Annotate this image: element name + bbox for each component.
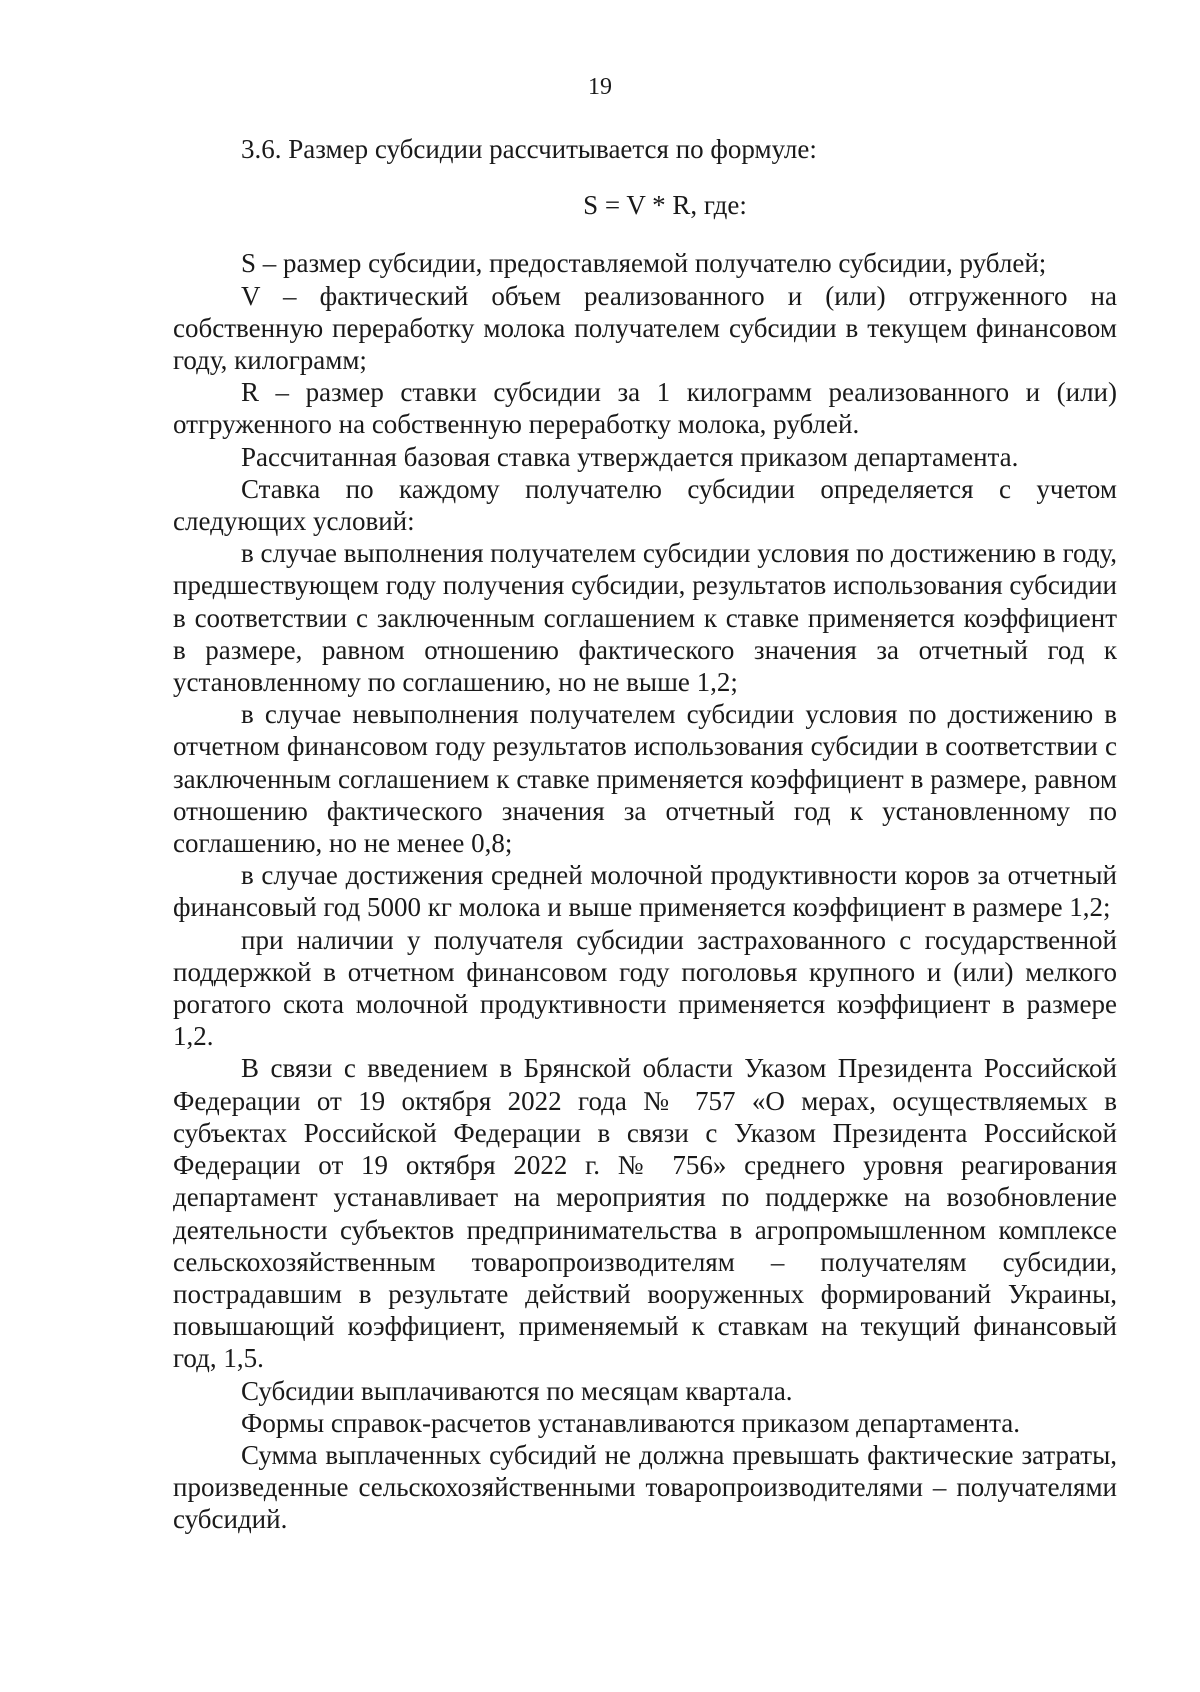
paragraph-r-definition: R – размер ставки субсидии за 1 килограмм реализованного и (или) отгруженного на собственную переработку молока, рублей.	[173, 377, 1117, 440]
paragraph-condition-insurance: при наличии у получателя субсидии застрахованного с государственной поддержкой в отчетном финансовом году поголовья крупного и (или) мелкого рогатого скота молочной продуктивности применяется коэффициент в размере 1,2.	[173, 924, 1117, 1052]
paragraph-base-rate: Рассчитанная базовая ставка утверждается приказом департамента.	[241, 441, 1019, 472]
paragraph-condition-not-fulfilled: в случае невыполнения получателем субсидии условия по достижению в отчетном финансовом году результатов использования субсидии в соответствии с заключенным соглашением к ставке применяется коэффициент в размере, равном отношению фактического значения за отчетный год к установленному по соглашению, но не менее 0,8;	[173, 699, 1117, 859]
section-heading-paragraph: 3.6. Размер субсидии рассчитывается по формуле:	[241, 134, 817, 164]
paragraph-condition-productivity: в случае достижения средней молочной продуктивности коров за отчетный финансовый год 5000 кг молока и выше применяется коэффициент в размере 1,2;	[173, 860, 1117, 923]
paragraph-presidential-decree: В связи с введением в Брянской области Указом Президента Российской Федерации от 19 октября 2022 года № 757 «О мерах, осуществляемых в субъектах Российской Федерации в связи с Указом Президента Российской Федерации от 19 октября 2022 г. № 756» среднего уровня реагирования департамент устанавливает на мероприятия по поддержке на возобновление деятельности субъектов предпринимательства в агропромышленном комплексе сельскохозяйственным товаропроизводителям – получателям субсидии, пострадавшим в результате действий вооруженных формирований Украины, повышающий коэффициент, применяемый к ставкам на текущий финансовый год, 1,5.	[173, 1053, 1117, 1374]
paragraph-s-definition: S – размер субсидии, предоставляемой получателю субсидии, рублей;	[241, 248, 1047, 279]
paragraph-v-definition: V – фактический объем реализованного и (или) отгруженного на собственную переработку молока получателем субсидии в текущем финансовом году, килограмм;	[173, 280, 1117, 376]
page-number: 19	[588, 74, 612, 100]
paragraph-condition-fulfilled: в случае выполнения получателем субсидии условия по достижению в году, предшествующем году получения субсидии, результатов использования субсидии в соответствии с заключенным соглашением к ставке применяется коэффициент в размере, равном отношению фактического значения за отчетный год к установленному по соглашению, но не выше 1,2;	[173, 538, 1117, 698]
document-body	[173, 133, 1117, 1536]
paragraph-payment-schedule: Субсидии выплачиваются по месяцам квартала.	[241, 1375, 793, 1406]
paragraph-forms: Формы справок-расчетов устанавливаются приказом департамента.	[241, 1407, 1020, 1438]
formula: S = V * R, где:	[583, 190, 747, 221]
paragraph-sum-limit: Сумма выплаченных субсидий не должна превышать фактические затраты, произведенные сельскохозяйственными товаропроизводителями – получателями субсидий.	[173, 1439, 1117, 1535]
paragraph-rate-conditions: Ставка по каждому получателю субсидии определяется с учетом следующих условий:	[173, 473, 1117, 537]
